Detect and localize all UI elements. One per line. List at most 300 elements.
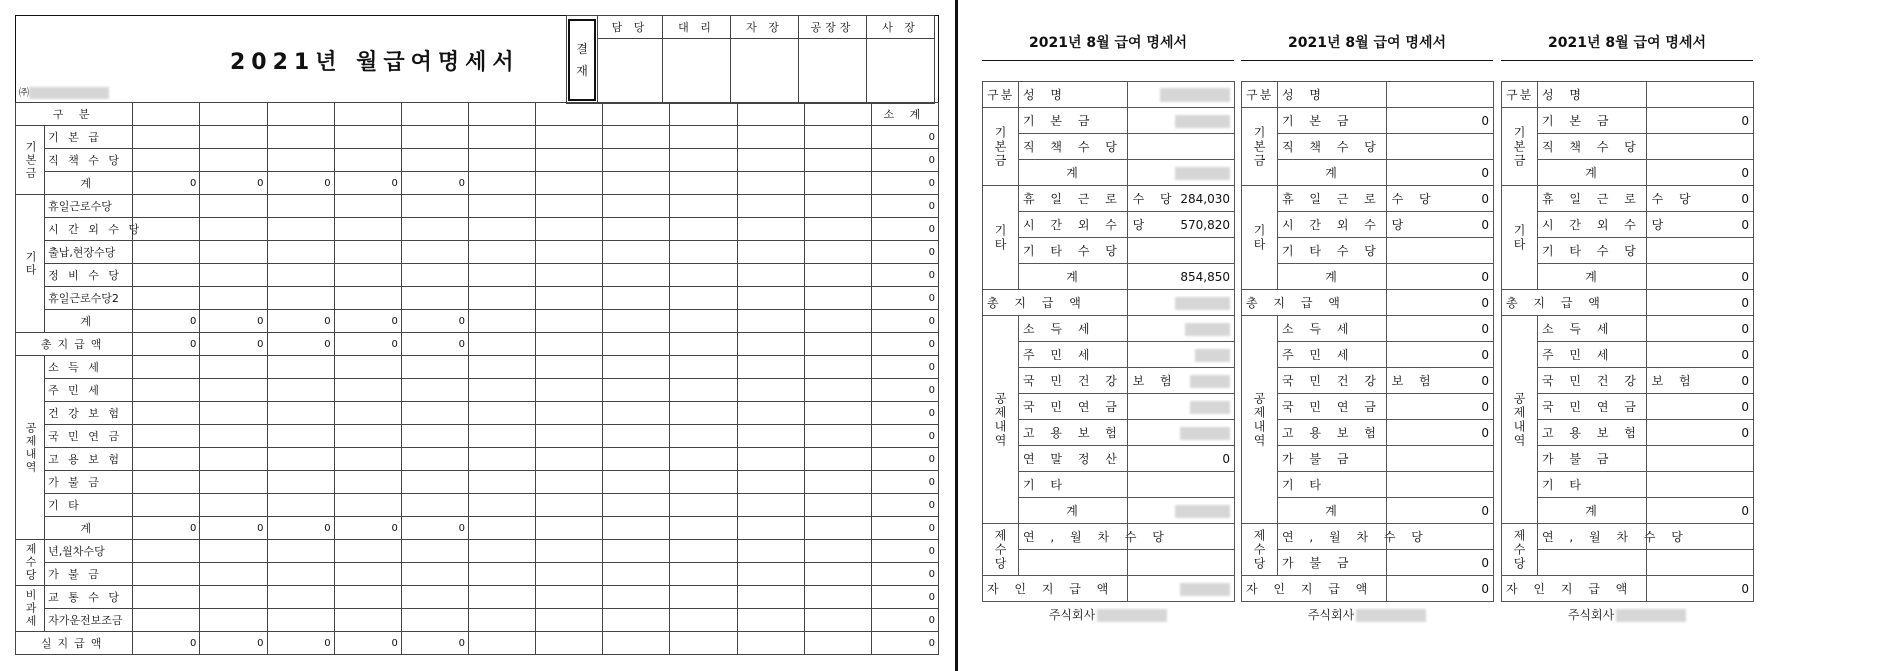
amount-cell[interactable] [804, 149, 871, 172]
amount-cell[interactable] [804, 310, 871, 333]
amount-cell[interactable] [468, 448, 535, 471]
amount-cell[interactable]: 0 [267, 517, 334, 540]
amount-cell[interactable] [468, 586, 535, 609]
amount-cell[interactable] [603, 402, 670, 425]
amount-cell[interactable] [401, 287, 468, 310]
amount-cell[interactable]: 0 [871, 517, 938, 540]
amount-cell[interactable] [200, 241, 267, 264]
amount-cell[interactable] [133, 609, 200, 632]
slip-value[interactable] [1128, 134, 1235, 160]
amount-cell[interactable] [536, 356, 603, 379]
amount-cell[interactable] [603, 448, 670, 471]
amount-cell[interactable]: 0 [334, 172, 401, 195]
slip-value[interactable]: 284,030 [1128, 186, 1235, 212]
slip-value[interactable]: 0 [1647, 290, 1754, 316]
amount-cell[interactable] [334, 264, 401, 287]
amount-cell[interactable] [536, 540, 603, 563]
amount-cell[interactable]: 0 [401, 333, 468, 356]
amount-cell[interactable]: 0 [871, 448, 938, 471]
amount-cell[interactable] [200, 218, 267, 241]
amount-cell[interactable] [670, 586, 737, 609]
amount-cell[interactable] [200, 609, 267, 632]
amount-cell[interactable] [200, 494, 267, 517]
amount-cell[interactable] [804, 632, 871, 655]
amount-cell[interactable] [267, 425, 334, 448]
amount-cell[interactable] [334, 126, 401, 149]
amount-cell[interactable] [670, 218, 737, 241]
amount-cell[interactable] [267, 149, 334, 172]
amount-cell[interactable] [536, 333, 603, 356]
amount-cell[interactable] [603, 356, 670, 379]
amount-cell[interactable] [536, 494, 603, 517]
amount-cell[interactable] [670, 563, 737, 586]
amount-cell[interactable]: 0 [871, 310, 938, 333]
amount-cell[interactable] [468, 632, 535, 655]
amount-cell[interactable] [603, 632, 670, 655]
amount-cell[interactable] [200, 149, 267, 172]
slip-value[interactable]: 0 [1647, 316, 1754, 342]
amount-cell[interactable] [468, 218, 535, 241]
amount-cell[interactable] [536, 126, 603, 149]
amount-cell[interactable] [468, 517, 535, 540]
amount-cell[interactable] [468, 149, 535, 172]
amount-cell[interactable] [737, 356, 804, 379]
amount-cell[interactable]: 0 [871, 425, 938, 448]
amount-cell[interactable]: 0 [871, 379, 938, 402]
amount-cell[interactable] [603, 333, 670, 356]
amount-cell[interactable] [334, 379, 401, 402]
amount-cell[interactable] [200, 402, 267, 425]
amount-cell[interactable] [133, 402, 200, 425]
amount-cell[interactable] [670, 172, 737, 195]
slip-value[interactable]: 0 [1647, 264, 1754, 290]
amount-cell[interactable]: 0 [871, 195, 938, 218]
amount-cell[interactable]: 0 [200, 632, 267, 655]
amount-cell[interactable] [536, 609, 603, 632]
amount-cell[interactable] [670, 126, 737, 149]
amount-cell[interactable] [670, 494, 737, 517]
amount-cell[interactable] [603, 149, 670, 172]
amount-cell[interactable] [737, 632, 804, 655]
amount-cell[interactable] [334, 471, 401, 494]
slip-value[interactable] [1128, 550, 1235, 576]
amount-cell[interactable] [670, 540, 737, 563]
amount-cell[interactable] [334, 448, 401, 471]
amount-cell[interactable] [737, 287, 804, 310]
amount-cell[interactable] [468, 195, 535, 218]
amount-cell[interactable] [737, 586, 804, 609]
amount-cell[interactable] [334, 218, 401, 241]
amount-cell[interactable] [670, 471, 737, 494]
approval-stamp[interactable] [867, 39, 935, 104]
amount-cell[interactable] [401, 264, 468, 287]
slip-value[interactable]: 0 [1387, 108, 1494, 134]
amount-cell[interactable] [334, 586, 401, 609]
amount-cell[interactable]: 0 [334, 333, 401, 356]
amount-cell[interactable]: 0 [871, 356, 938, 379]
amount-cell[interactable] [267, 356, 334, 379]
amount-cell[interactable] [603, 241, 670, 264]
slip-value[interactable]: 0 [1387, 316, 1494, 342]
amount-cell[interactable] [804, 218, 871, 241]
amount-cell[interactable] [267, 494, 334, 517]
amount-cell[interactable] [401, 494, 468, 517]
amount-cell[interactable]: 0 [871, 609, 938, 632]
slip-value[interactable] [1647, 446, 1754, 472]
amount-cell[interactable] [267, 563, 334, 586]
amount-cell[interactable] [401, 402, 468, 425]
amount-cell[interactable]: 0 [871, 632, 938, 655]
approval-stamp[interactable] [598, 39, 663, 104]
slip-value[interactable]: 0 [1647, 108, 1754, 134]
approval-stamp[interactable] [731, 39, 799, 104]
amount-cell[interactable] [603, 471, 670, 494]
amount-cell[interactable] [133, 264, 200, 287]
amount-cell[interactable] [267, 218, 334, 241]
employee-name-value[interactable] [1128, 82, 1235, 108]
amount-cell[interactable]: 0 [871, 126, 938, 149]
amount-cell[interactable] [468, 287, 535, 310]
amount-cell[interactable] [737, 540, 804, 563]
amount-cell[interactable] [603, 586, 670, 609]
amount-cell[interactable]: 0 [871, 471, 938, 494]
slip-value[interactable] [1128, 290, 1235, 316]
amount-cell[interactable]: 0 [334, 310, 401, 333]
amount-cell[interactable]: 0 [871, 264, 938, 287]
amount-cell[interactable] [603, 494, 670, 517]
amount-cell[interactable] [804, 425, 871, 448]
amount-cell[interactable] [401, 241, 468, 264]
amount-cell[interactable]: 0 [267, 333, 334, 356]
amount-cell[interactable] [536, 632, 603, 655]
slip-value[interactable]: 0 [1387, 394, 1494, 420]
slip-value[interactable] [1128, 108, 1235, 134]
amount-cell[interactable] [603, 310, 670, 333]
slip-value[interactable]: 0 [1647, 368, 1754, 394]
amount-cell[interactable] [401, 425, 468, 448]
amount-cell[interactable] [804, 264, 871, 287]
amount-cell[interactable] [670, 517, 737, 540]
amount-cell[interactable] [200, 126, 267, 149]
slip-value[interactable]: 0 [1387, 368, 1494, 394]
slip-value[interactable]: 0 [1647, 576, 1754, 602]
amount-cell[interactable] [804, 126, 871, 149]
amount-cell[interactable] [804, 586, 871, 609]
amount-cell[interactable] [603, 425, 670, 448]
amount-cell[interactable]: 0 [871, 287, 938, 310]
amount-cell[interactable] [804, 517, 871, 540]
amount-cell[interactable] [200, 471, 267, 494]
amount-cell[interactable] [133, 586, 200, 609]
amount-cell[interactable] [401, 563, 468, 586]
amount-cell[interactable] [536, 563, 603, 586]
amount-cell[interactable]: 0 [401, 632, 468, 655]
amount-cell[interactable] [804, 195, 871, 218]
amount-cell[interactable] [670, 333, 737, 356]
amount-cell[interactable] [267, 609, 334, 632]
approval-stamp[interactable] [799, 39, 867, 104]
amount-cell[interactable] [468, 126, 535, 149]
amount-cell[interactable] [737, 471, 804, 494]
amount-cell[interactable] [804, 172, 871, 195]
slip-value[interactable]: 0 [1387, 498, 1494, 524]
amount-cell[interactable] [536, 264, 603, 287]
amount-cell[interactable] [804, 379, 871, 402]
amount-cell[interactable] [603, 218, 670, 241]
slip-value[interactable]: 0 [1647, 498, 1754, 524]
amount-cell[interactable] [334, 149, 401, 172]
amount-cell[interactable] [133, 471, 200, 494]
amount-cell[interactable] [267, 448, 334, 471]
amount-cell[interactable] [536, 448, 603, 471]
amount-cell[interactable] [804, 287, 871, 310]
amount-cell[interactable] [267, 402, 334, 425]
slip-value[interactable] [1647, 238, 1754, 264]
amount-cell[interactable]: 0 [871, 540, 938, 563]
slip-value[interactable] [1647, 550, 1754, 576]
slip-value[interactable]: 854,850 [1128, 264, 1235, 290]
amount-cell[interactable]: 0 [871, 241, 938, 264]
slip-value[interactable] [1128, 160, 1235, 186]
amount-cell[interactable] [737, 241, 804, 264]
employee-name-value[interactable] [1647, 82, 1754, 108]
amount-cell[interactable] [670, 195, 737, 218]
amount-cell[interactable] [603, 264, 670, 287]
slip-value[interactable]: 0 [1387, 290, 1494, 316]
amount-cell[interactable] [468, 333, 535, 356]
amount-cell[interactable] [468, 379, 535, 402]
amount-cell[interactable]: 0 [267, 310, 334, 333]
amount-cell[interactable] [737, 195, 804, 218]
amount-cell[interactable] [603, 195, 670, 218]
amount-cell[interactable] [267, 241, 334, 264]
amount-cell[interactable] [737, 264, 804, 287]
slip-value[interactable]: 0 [1647, 394, 1754, 420]
slip-value[interactable] [1128, 420, 1235, 446]
amount-cell[interactable] [133, 494, 200, 517]
amount-cell[interactable] [200, 425, 267, 448]
amount-cell[interactable] [670, 632, 737, 655]
amount-cell[interactable] [200, 379, 267, 402]
amount-cell[interactable] [133, 218, 200, 241]
amount-cell[interactable] [334, 563, 401, 586]
amount-cell[interactable]: 0 [871, 494, 938, 517]
amount-cell[interactable] [670, 241, 737, 264]
amount-cell[interactable] [200, 264, 267, 287]
amount-cell[interactable]: 0 [200, 333, 267, 356]
amount-cell[interactable] [267, 264, 334, 287]
slip-value[interactable] [1647, 134, 1754, 160]
amount-cell[interactable] [401, 126, 468, 149]
amount-cell[interactable]: 0 [871, 402, 938, 425]
amount-cell[interactable]: 0 [133, 310, 200, 333]
amount-cell[interactable] [401, 609, 468, 632]
slip-value[interactable] [1387, 446, 1494, 472]
slip-value[interactable]: 0 [1647, 160, 1754, 186]
slip-value[interactable]: 0 [1387, 264, 1494, 290]
amount-cell[interactable] [334, 402, 401, 425]
amount-cell[interactable] [603, 287, 670, 310]
slip-value[interactable] [1387, 134, 1494, 160]
amount-cell[interactable] [670, 310, 737, 333]
amount-cell[interactable] [267, 586, 334, 609]
amount-cell[interactable] [603, 563, 670, 586]
amount-cell[interactable] [468, 402, 535, 425]
amount-cell[interactable] [334, 609, 401, 632]
amount-cell[interactable] [603, 126, 670, 149]
amount-cell[interactable] [737, 379, 804, 402]
amount-cell[interactable] [737, 448, 804, 471]
slip-value[interactable]: 0 [1647, 342, 1754, 368]
slip-value[interactable] [1387, 472, 1494, 498]
amount-cell[interactable] [267, 379, 334, 402]
amount-cell[interactable] [200, 448, 267, 471]
amount-cell[interactable] [804, 402, 871, 425]
amount-cell[interactable] [133, 126, 200, 149]
amount-cell[interactable] [468, 494, 535, 517]
amount-cell[interactable] [401, 218, 468, 241]
amount-cell[interactable] [200, 356, 267, 379]
amount-cell[interactable] [737, 402, 804, 425]
slip-value[interactable] [1128, 498, 1235, 524]
amount-cell[interactable] [267, 126, 334, 149]
amount-cell[interactable] [401, 149, 468, 172]
amount-cell[interactable] [737, 333, 804, 356]
amount-cell[interactable] [804, 241, 871, 264]
amount-cell[interactable]: 0 [334, 517, 401, 540]
amount-cell[interactable]: 0 [200, 172, 267, 195]
amount-cell[interactable] [603, 540, 670, 563]
amount-cell[interactable] [737, 494, 804, 517]
amount-cell[interactable] [536, 287, 603, 310]
amount-cell[interactable] [200, 195, 267, 218]
amount-cell[interactable] [737, 310, 804, 333]
slip-value[interactable]: 0 [1387, 420, 1494, 446]
amount-cell[interactable] [536, 172, 603, 195]
amount-cell[interactable] [536, 586, 603, 609]
amount-cell[interactable] [536, 402, 603, 425]
amount-cell[interactable] [133, 540, 200, 563]
slip-value[interactable]: 0 [1128, 446, 1235, 472]
amount-cell[interactable] [737, 126, 804, 149]
slip-value[interactable]: 0 [1387, 186, 1494, 212]
amount-cell[interactable] [804, 540, 871, 563]
amount-cell[interactable] [200, 540, 267, 563]
amount-cell[interactable] [468, 563, 535, 586]
amount-cell[interactable] [468, 356, 535, 379]
amount-cell[interactable] [334, 356, 401, 379]
amount-cell[interactable] [401, 471, 468, 494]
amount-cell[interactable] [536, 149, 603, 172]
approval-stamp[interactable] [663, 39, 731, 104]
slip-value[interactable] [1128, 238, 1235, 264]
amount-cell[interactable] [468, 264, 535, 287]
slip-value[interactable]: 0 [1387, 212, 1494, 238]
slip-value[interactable] [1128, 316, 1235, 342]
amount-cell[interactable] [804, 609, 871, 632]
amount-cell[interactable]: 0 [200, 310, 267, 333]
amount-cell[interactable] [133, 287, 200, 310]
amount-cell[interactable]: 0 [871, 149, 938, 172]
amount-cell[interactable]: 0 [133, 632, 200, 655]
amount-cell[interactable] [804, 356, 871, 379]
amount-cell[interactable]: 0 [200, 517, 267, 540]
amount-cell[interactable]: 0 [401, 517, 468, 540]
amount-cell[interactable] [133, 195, 200, 218]
amount-cell[interactable] [670, 379, 737, 402]
amount-cell[interactable] [468, 172, 535, 195]
slip-value[interactable]: 0 [1387, 576, 1494, 602]
amount-cell[interactable] [401, 586, 468, 609]
amount-cell[interactable] [267, 540, 334, 563]
amount-cell[interactable] [334, 494, 401, 517]
amount-cell[interactable]: 0 [871, 563, 938, 586]
amount-cell[interactable]: 0 [133, 333, 200, 356]
amount-cell[interactable]: 0 [401, 172, 468, 195]
amount-cell[interactable] [804, 563, 871, 586]
amount-cell[interactable] [804, 471, 871, 494]
amount-cell[interactable] [401, 540, 468, 563]
amount-cell[interactable] [133, 563, 200, 586]
amount-cell[interactable] [670, 448, 737, 471]
amount-cell[interactable] [334, 195, 401, 218]
amount-cell[interactable] [670, 287, 737, 310]
amount-cell[interactable] [334, 540, 401, 563]
amount-cell[interactable] [670, 425, 737, 448]
amount-cell[interactable] [468, 540, 535, 563]
amount-cell[interactable] [603, 379, 670, 402]
slip-value[interactable] [1128, 342, 1235, 368]
amount-cell[interactable] [401, 195, 468, 218]
amount-cell[interactable] [603, 172, 670, 195]
amount-cell[interactable] [267, 471, 334, 494]
amount-cell[interactable] [737, 425, 804, 448]
slip-value[interactable] [1387, 238, 1494, 264]
amount-cell[interactable] [200, 287, 267, 310]
amount-cell[interactable] [603, 609, 670, 632]
amount-cell[interactable] [737, 172, 804, 195]
amount-cell[interactable] [133, 425, 200, 448]
amount-cell[interactable] [133, 149, 200, 172]
slip-value[interactable] [1128, 472, 1235, 498]
amount-cell[interactable]: 0 [334, 632, 401, 655]
amount-cell[interactable] [737, 563, 804, 586]
amount-cell[interactable]: 0 [871, 586, 938, 609]
amount-cell[interactable] [804, 448, 871, 471]
slip-value[interactable]: 0 [1647, 420, 1754, 446]
amount-cell[interactable]: 0 [133, 172, 200, 195]
amount-cell[interactable] [536, 517, 603, 540]
amount-cell[interactable]: 0 [871, 333, 938, 356]
amount-cell[interactable] [737, 517, 804, 540]
amount-cell[interactable] [133, 379, 200, 402]
slip-value[interactable]: 0 [1387, 550, 1494, 576]
slip-value[interactable] [1647, 472, 1754, 498]
slip-value[interactable] [1128, 394, 1235, 420]
amount-cell[interactable]: 0 [267, 172, 334, 195]
amount-cell[interactable] [401, 379, 468, 402]
amount-cell[interactable] [468, 241, 535, 264]
amount-cell[interactable] [670, 264, 737, 287]
amount-cell[interactable] [267, 287, 334, 310]
amount-cell[interactable] [536, 195, 603, 218]
amount-cell[interactable] [334, 425, 401, 448]
slip-value[interactable] [1128, 576, 1235, 602]
amount-cell[interactable] [468, 425, 535, 448]
slip-value[interactable]: 0 [1387, 160, 1494, 186]
amount-cell[interactable] [468, 471, 535, 494]
employee-name-value[interactable] [1387, 82, 1494, 108]
